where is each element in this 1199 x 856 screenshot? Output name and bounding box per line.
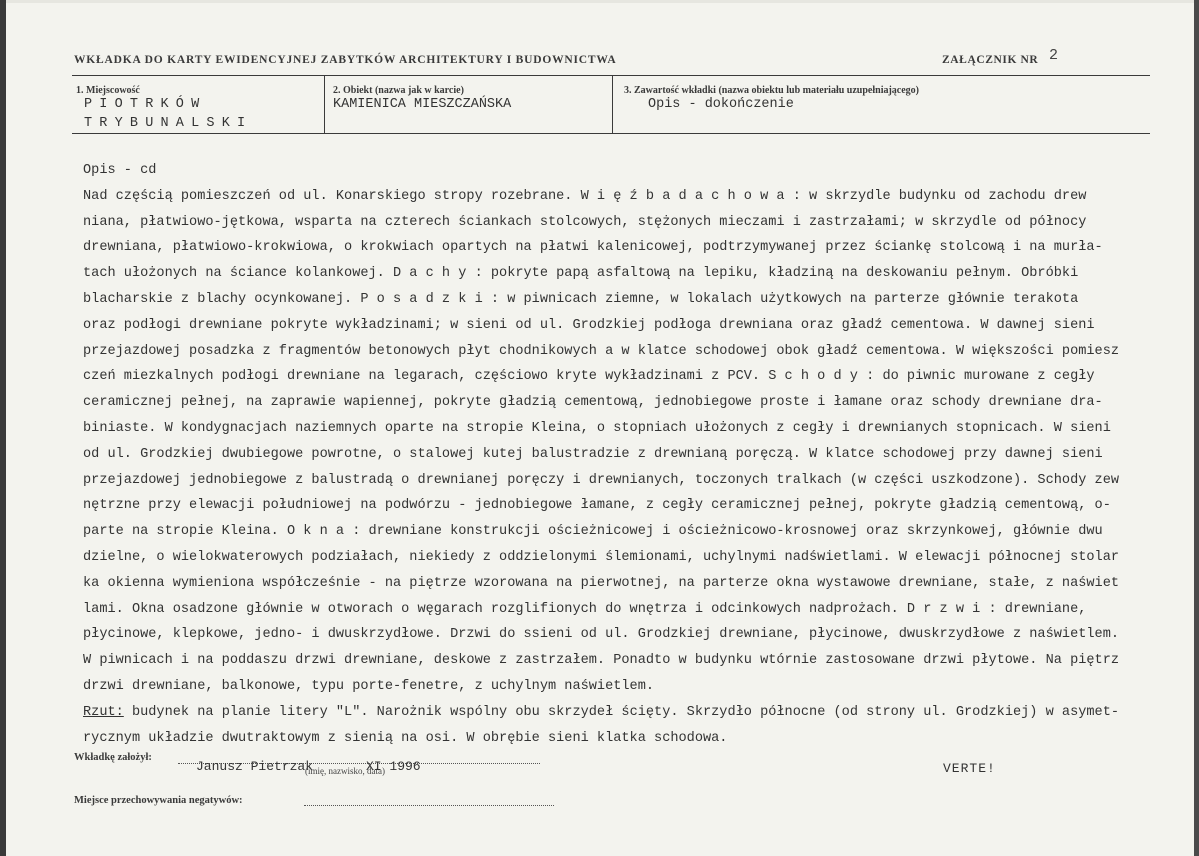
card-title: WKŁADKA DO KARTY EWIDENCYJNEJ ZABYTKÓW ARCHITEKTURY I BUDOWNICTWA <box>74 54 617 66</box>
table-bottom-rule <box>72 133 1150 134</box>
body-line: drzwi drewniane, balkonowe, typu porte-fenetre, z uchylnym naświetlem. <box>83 678 655 694</box>
body-line: od ul. Grodzkiej dwubiegowe powrotne, o stalowej kutej balustradzie z drewnianą poręczą. W klatce schodowej przy dawnej sieni <box>83 446 1103 462</box>
object-value: KAMIENICA MIESZCZAŃSKA <box>333 97 512 112</box>
body-line: Opis - cd <box>83 163 157 178</box>
verte-note: VERTE! <box>943 761 996 776</box>
body-line: ceramicznej pełnej, na zaprawie wapiennej, pokryte gładzią cementową, jednobiegowe proste i łamane oraz schody drewniane dra- <box>83 395 1103 411</box>
body-line: W piwnicach i na poddaszu drzwi drewniane, deskowe z zastrzałem. Ponadto w budynku wtórnie zastosowane drzwi płytowe. Na piętrz <box>83 653 1120 669</box>
table-divider-1 <box>324 76 325 133</box>
storage-label: Miejsce przechowywania negatywów: <box>74 795 243 806</box>
table-divider-2 <box>612 76 613 133</box>
created-by-hint: (imię, nazwisko, data) <box>305 766 385 776</box>
body-line: przejazdowej posadzka z fragmentów betonowych płyt chodnikowych a w klatce schodowej obok gładź cementowa. W większości pomiesz <box>83 343 1120 359</box>
body-line: przejazdowej jednobiegowe z balustradą o drewnianej poręczy i drewnianych, toczonych tralkach (w części uszkodzone). Schody zew <box>83 472 1120 488</box>
body-line: ka okienna wymieniona współcześnie - na piętrze wzorowana na pierwotnej, na parterze okna wystawowe drewniane, stałe, z naświet <box>83 575 1120 591</box>
content-value: Opis - dokończenie <box>648 97 794 112</box>
object-label: 2. Obiekt (nazwa jak w karcie) <box>333 85 464 96</box>
rzut-line-1 <box>83 700 1163 726</box>
rzut-label: Rzut: <box>83 704 124 720</box>
rzut-line-2: rycznym układzie dwutraktowym z sienią na osi. W obrębie sieni klatka schodowa. <box>83 730 728 746</box>
created-by-value: Janusz Pietrzak <box>196 759 314 774</box>
table-top-rule <box>72 75 1150 76</box>
body-line: Nad częścią pomieszczeń od ul. Konarskiego stropy rozebrane. W i ę ź b a d a c h o w a : w skrzydle budynku od zachodu drew <box>83 188 1087 204</box>
scan-edge-left <box>0 0 6 856</box>
body-line: niana, płatwiowo-jętkowa, wsparta na czterech ściankach stolcowych, stężonych mieczami i zastrzałami; w skrzydle od północy <box>83 214 1087 230</box>
body-line: czeń miezkalnych podłogi drewniane na legarach, częściowo kryte wykładzinami z PCV. S c h o d y : do piwnic murowane z cegły <box>83 369 1095 385</box>
body-line: nętrzne przy elewacji południowej na podwórzu - jednobiegowe łamane, z cegły ceramicznej pełnej, pokryte gładzią cementową, o- <box>83 498 1111 514</box>
body-line: oraz podłogi drewniane pokryte wykładzinami; w sieni od ul. Grodzkiej podłoga drewniana oraz gładź cementowa. W dawnej sieni <box>83 317 1095 333</box>
created-date: XI 1996 <box>366 759 421 774</box>
annex-number: 2 <box>1049 47 1059 64</box>
content-label: 3. Zawartość wkładki (nazwa obiektu lub materiału uzupełniającego) <box>624 85 920 96</box>
body-line: parte na stropie Kleina. O k n a : drewniane konstrukcji ościeżnicowej i ościeżnicowo-krosnowej oraz skrzynkowej, głównie dwu <box>83 524 1103 540</box>
storage-dotline <box>304 805 554 806</box>
created-by-label: Wkładkę założył: <box>74 752 152 763</box>
locality-value-line1: PIOTRKÓW <box>84 97 207 112</box>
rzut-text: budynek na planie litery "L". Narożnik wspólny obu skrzydeł ścięty. Skrzydło północne (od strony ul. Grodzkiej) w asymet- <box>123 704 1120 720</box>
body-line: tach ułożonych na ściance kolankowej. D a c h y : pokryte papą asfaltową na lepiku, kładziną na deskowaniu pełnym. Obróbki <box>83 266 1079 282</box>
body-line: blacharskie z blachy ocynkowanej. P o s a d z k i : w piwnicach ziemne, w lokalach użytkowych na parterze głównie terakota <box>83 291 1079 307</box>
body-line: biniaste. W kondygnacjach naziemnych oparte na stropie Kleina, o stopniach ułożonych z cegły i drewnianych stopnicach. W sieni <box>83 420 1111 436</box>
body-line: drewniana, płatwiowo-krokwiowa, o krokwiach opartych na płatwi kalenicowej, podtrzymywanej przez ściankę stolcową i na murła- <box>83 240 1103 256</box>
scan-edge-right <box>1194 0 1199 856</box>
body-line: płycinowe, klepkowe, jedno- i dwuskrzydłowe. Drzwi do ssieni od ul. Grodzkiej drewniane, płycinowe, dwuskrzydłowe z naświetlem. <box>83 627 1120 643</box>
locality-value-line2: TRYBUNALSKI <box>84 116 253 131</box>
annex-label: ZAŁĄCZNIK NR <box>942 54 1039 66</box>
description-body <box>83 158 1163 751</box>
locality-label: 1. Miejscowość <box>76 85 140 96</box>
scan-edge-top <box>0 0 1199 3</box>
body-line: lami. Okna osadzone głównie w otworach o węgarach rozglifionych do wnętrza i odcinkowych nadprożach. D r z w i : drewniane, <box>83 601 1087 617</box>
body-line: dzielne, o wielokwaterowych podziałach, niekiedy z oddzielonymi ślemionami, uchylnymi nadświetlami. W elewacji północnej stolar <box>83 549 1120 565</box>
